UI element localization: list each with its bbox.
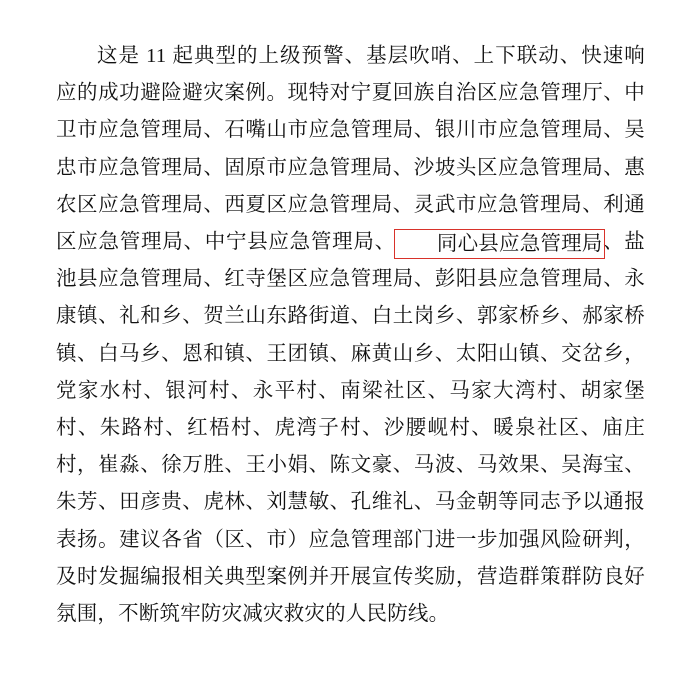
highlighted-annotation-box[interactable]: 同心县应急管理局 [394,229,605,259]
paragraph-text-after-highlight: 、盐池县应急管理局、红寺堡区应急管理局、彭阳县应急管理局、永康镇、礼和乡、贺兰山东路街道、白土岗乡、郭家桥乡、郝家桥镇、白马乡、恩和镇、王团镇、麻黄山乡、太阳山镇、交岔乡，党家水村、银河村、永平村、南梁社区、马家大湾村、胡家堡村、朱路村、红梧村、虎湾子村、沙腰岘村、暖泉社区、庙庄村，崔淼、徐万胜、王小娟、陈文豪、马波、马效果、吴海宝、朱芳、田彦贵、虎林、刘慧敏、孔维礼、马金朝等同志予以通报表扬。建议各省（区、市）应急管理部门进一步加强风险研判，及时发掘编报相关典型案例并开展宣传奖励，营造群策群防良好氛围，不断筑牢防灾减灾救灾的人民防线。 [56,231,646,626]
document-body [56,38,645,633]
paragraph-text-before-highlight: 这是 11 起典型的上级预警、基层吹哨、上下联动、快速响应的成功避险避灾案例。现特对宁夏回族自治区应急管理厅、中卫市应急管理局、石嘴山市应急管理局、银川市应急管理局、吴忠市应急管理局、固原市应急管理局、沙坡头区应急管理局、惠农区应急管理局、西夏区应急管理局、灵武市应急管理局、利通区应急管理局、中宁县应急管理局、 [56,45,645,254]
document-paragraph [56,38,645,633]
